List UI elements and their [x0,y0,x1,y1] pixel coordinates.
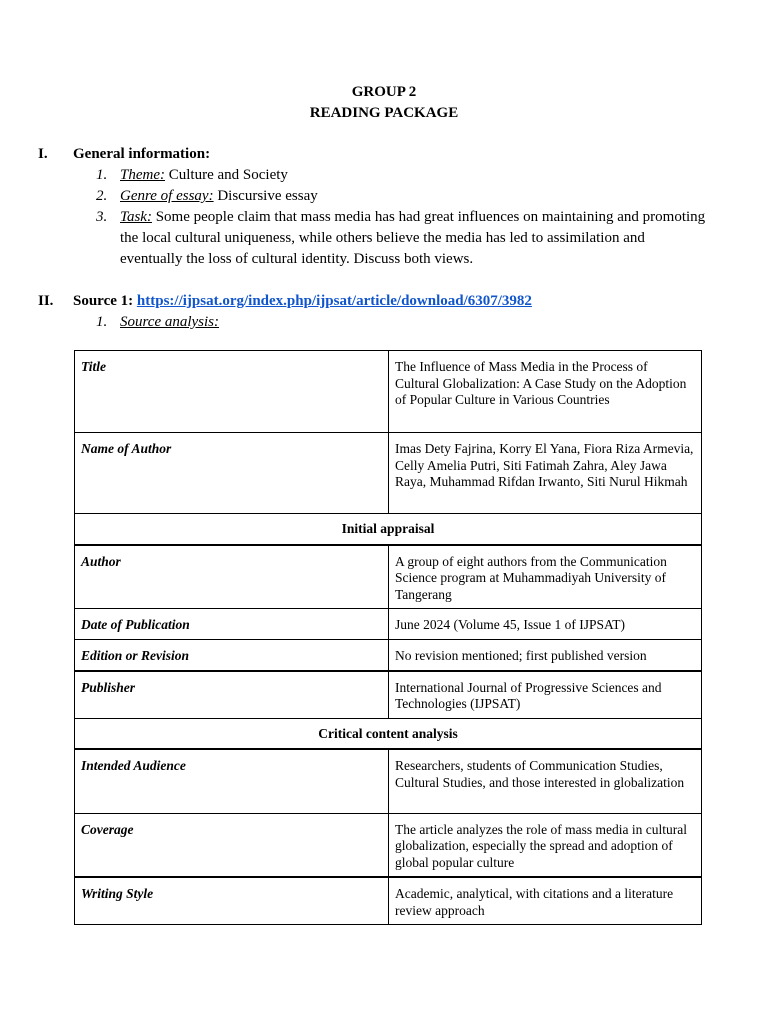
table-row [75,877,702,925]
table-row [75,433,702,514]
group-title: GROUP 2 [351,84,417,100]
list-label: Genre of essay: [120,188,214,204]
row-key: Edition or Revision [75,640,389,671]
row-key: Title [75,351,389,433]
list-item-source-analysis [96,312,706,333]
list-label: Task: [120,209,152,225]
list-value: Some people claim that mass media has had great influences on maintaining and promoting the local cultural uniqueness, while others believe the media has led to assimilation and eventually the loss of cultural identity. Discuss both views. [120,209,706,267]
list-label: Theme: [120,167,165,183]
row-value: International Journal of Progressive Sciences and Technologies (IJPSAT) [389,671,702,719]
table-section-header [75,514,702,545]
list-number: 1. [96,314,108,330]
section-general-information [38,144,210,165]
source-analysis-table [74,350,702,925]
table-row [75,640,702,671]
row-value: The article analyzes the role of mass media in cultural globalization, especially the spread and adoption of global popular culture [389,813,702,877]
section-heading: Source 1: [73,293,134,309]
list-value: Culture and Society [165,167,288,183]
package-title: READING PACKAGE [309,105,459,121]
row-key: Author [75,545,389,609]
list-label: Source analysis: [120,314,220,330]
row-key: Publisher [75,671,389,719]
row-value: Researchers, students of Communication Studies, Cultural Studies, and those interested in globalization [389,749,702,813]
list-value: Discursive essay [213,188,318,204]
list-number: 1. [96,167,108,183]
row-value: A group of eight authors from the Communication Science program at Muhammadiyah University of Tangerang [389,545,702,609]
table-row [75,671,702,719]
list-item-task [96,207,706,270]
list-number: 2. [96,188,108,204]
row-value: Imas Dety Fajrina, Korry El Yana, Fiora Riza Armevia, Celly Amelia Putri, Siti Fatimah Zahra, Aley Jawa Raya, Muhammad Rifdan Irwanto, Siti Nurul Hikmah [389,433,702,514]
section-header-critical-content-analysis: Critical content analysis [75,718,702,749]
row-value: June 2024 (Volume 45, Issue 1 of IJPSAT) [389,609,702,640]
row-key: Intended Audience [75,749,389,813]
list-item-genre [96,186,706,207]
row-key: Date of Publication [75,609,389,640]
row-key: Writing Style [75,877,389,925]
table-row [75,609,702,640]
table-row [75,813,702,877]
table-row [75,749,702,813]
list-number: 3. [96,209,108,225]
row-key: Name of Author [75,433,389,514]
section-source-1 [38,291,532,312]
row-value: Academic, analytical, with citations and a literature review approach [389,877,702,925]
general-info-list [96,165,706,270]
row-value: No revision mentioned; first published version [389,640,702,671]
source-link[interactable]: https://ijpsat.org/index.php/ijpsat/article/download/6307/3982 [136,293,532,309]
row-key: Coverage [75,813,389,877]
source-list [96,312,706,333]
table-row [75,351,702,433]
table-section-header [75,718,702,749]
section-header-initial-appraisal: Initial appraisal [75,514,702,545]
list-item-theme [96,165,706,186]
section-heading: General information: [73,146,211,162]
row-value: The Influence of Mass Media in the Process of Cultural Globalization: A Case Study on the Adoption of Popular Culture in Various Countries [389,351,702,433]
section-numeral: I. [38,146,48,162]
section-numeral: II. [38,293,54,309]
table-row [75,545,702,609]
